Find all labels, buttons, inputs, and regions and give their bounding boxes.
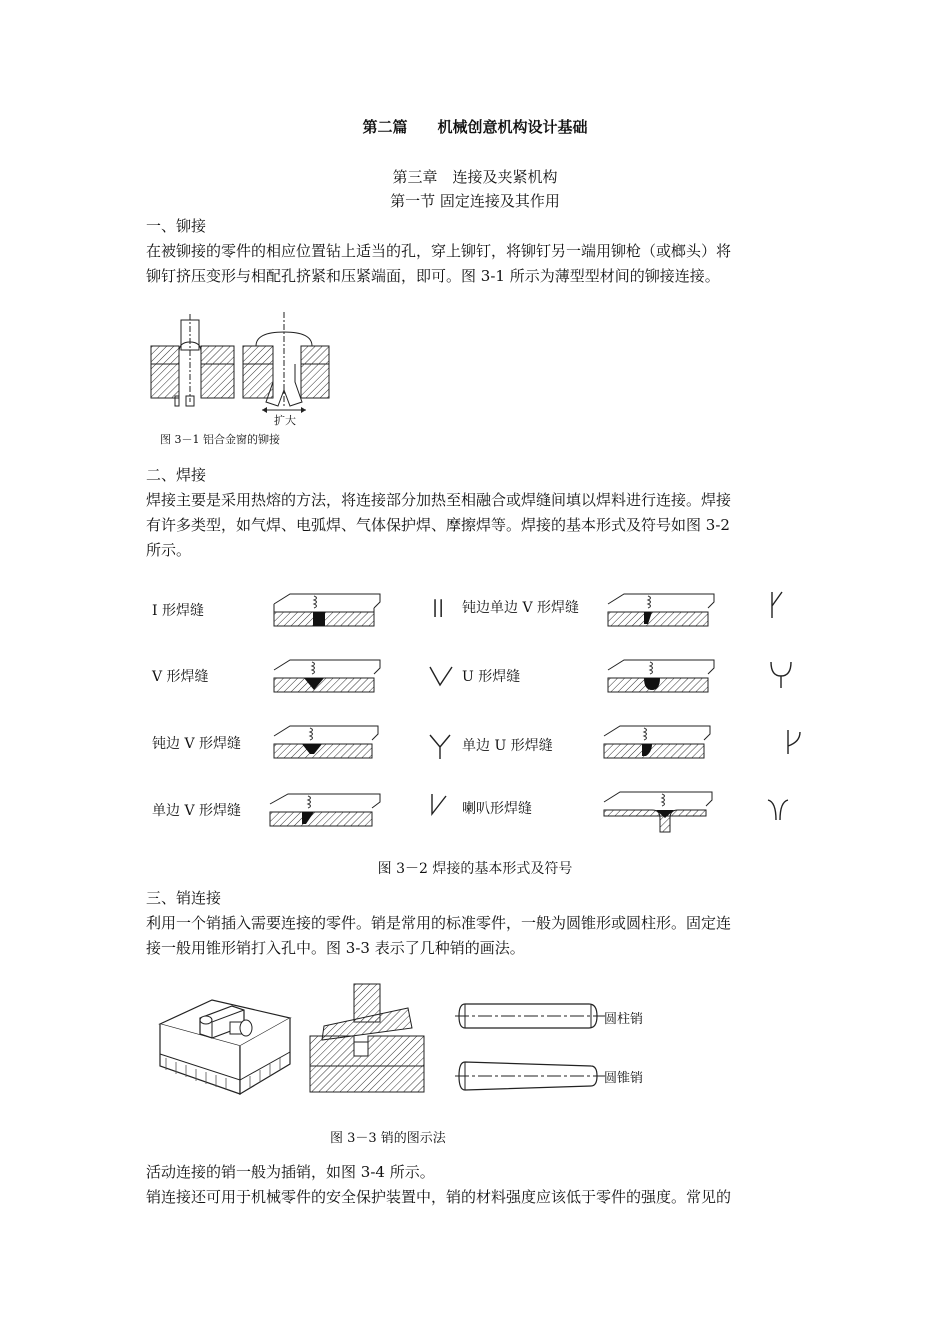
weld-drawing-i [270, 590, 385, 630]
weld-symbol-blunt-single-v [768, 590, 788, 620]
welding-para-line3: 所示。 [146, 541, 192, 559]
label-cylindrical-pin: 圆柱销 [604, 1012, 644, 1027]
weld-symbol-y [428, 733, 454, 761]
heading-pin: 三、销连接 [146, 889, 222, 907]
weld-drawing-u [604, 656, 719, 696]
cylindrical-pin-figure [455, 1000, 605, 1032]
riveting-para-line1: 在被铆接的零件的相应位置钻上适当的孔，穿上铆钉，将铆钉另一端用铆枪（或榔头）将 [146, 242, 732, 260]
heading-riveting: 一、铆接 [146, 217, 207, 235]
weld-label-i: I 形焊缝 [152, 603, 204, 619]
riveting-para-line2: 铆钉挤压变形与相配孔挤紧和压紧端面，即可。图 3-1 所示为薄型型材间的铆接连接。 [146, 267, 720, 285]
weld-drawing-v [270, 656, 385, 696]
figure-3-2-caption: 图 3－2 焊接的基本形式及符号 [377, 861, 573, 877]
figure-3-3-caption: 图 3－3 销的图示法 [330, 1131, 446, 1146]
figure-3-1-caption: 图 3－1 铝合金窗的铆接 [160, 433, 280, 446]
weld-symbol-flare [766, 798, 792, 822]
weld-label-single-v: 单边 V 形焊缝 [152, 803, 242, 819]
welding-para-line1: 焊接主要是采用热熔的方法，将连接部分加热至相融合或焊缝间填以焊料进行连接。焊接 [146, 491, 732, 509]
weld-label-u: U 形焊缝 [462, 669, 521, 685]
section-title: 第一节 固定连接及其作用 [390, 192, 560, 210]
expand-label: 扩大 [274, 414, 296, 427]
taper-pin-figure [455, 1058, 605, 1092]
welding-para-line2: 有许多类型，如气焊、电弧焊、气体保护焊、摩擦焊等。焊接的基本形式及符号如图 3-2 [146, 516, 730, 534]
pin-after-line2: 销连接还可用于机械零件的安全保护装置中，销的材料强度应该低于零件的强度。常见的 [146, 1188, 732, 1206]
rivet-figure [146, 310, 336, 430]
pin-para-line2: 接一般用锥形销打入孔中。图 3-3 表示了几种销的画法。 [146, 939, 525, 957]
pin-after-line1: 活动连接的销一般为插销，如图 3-4 所示。 [146, 1163, 435, 1181]
weld-label-v: V 形焊缝 [152, 669, 209, 685]
chapter-title: 第三章 连接及夹紧机构 [392, 168, 558, 186]
weld-symbol-i: || [432, 597, 445, 618]
pin-block-figure [156, 994, 296, 1104]
wedge-section-figure [308, 982, 428, 1094]
weld-symbol-single-u [784, 728, 806, 756]
weld-drawing-single-u [600, 722, 715, 762]
heading-welding: 二、焊接 [146, 466, 207, 484]
weld-symbol-u [768, 660, 794, 690]
weld-drawing-blunt-single-v [604, 590, 719, 630]
weld-label-blunt-single-v: 钝边单边 V 形焊缝 [462, 600, 580, 616]
weld-drawing-blunt-v [270, 722, 385, 762]
weld-label-blunt-v: 钝边 V 形焊缝 [152, 736, 242, 752]
weld-drawing-single-v [266, 790, 386, 830]
part-title: 第二篇 机械创意机构设计基础 [362, 118, 588, 136]
weld-symbol-v [428, 665, 454, 689]
label-taper-pin: 圆锥销 [604, 1071, 644, 1086]
pin-para-line1: 利用一个销插入需要连接的零件。销是常用的标准零件，一般为圆锥形或圆柱形。固定连 [146, 914, 732, 932]
weld-symbol-single-v [428, 792, 454, 820]
weld-label-single-u: 单边 U 形焊缝 [462, 738, 553, 754]
weld-drawing-flare [600, 788, 720, 838]
weld-label-flare: 喇叭形焊缝 [462, 801, 532, 817]
